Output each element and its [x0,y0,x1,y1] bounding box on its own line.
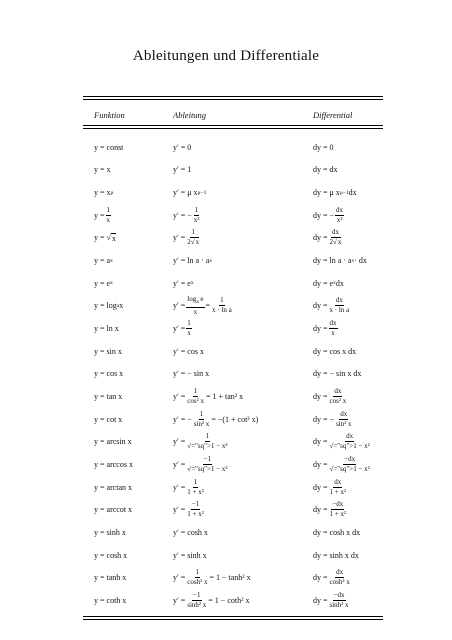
derivative-cell: y′ = $\frac{1}{\text{√="sq">1 − x²}}$ [173,432,228,451]
derivative-cell: y′ = $\frac{-1}{\text{sinh² x}}$ = 1 − coth² x [173,591,250,610]
derivative-cell: y′ = − $\frac{1}{\text{x²}}$ [173,205,200,224]
differential-cell: dy = e x dx [313,278,344,288]
derivative-cell: y′ = $\frac{1}{x}$ [173,319,191,338]
table-row [0,589,452,612]
function-cell: y = cosh x [94,550,128,560]
derivative-cell: y′ = cosh x [173,528,208,538]
function-cell: y = arctan x [94,482,133,492]
differential-cell: dy = $\frac{dx}{x}$ [313,319,337,338]
derivative-cell: y′ = μ x μ−1 [173,188,207,198]
derivative-cell: y′ = $\frac{1}{\text{cos² x}}$ = 1 + tan² x [173,387,244,406]
function-cell: y = a x [94,256,113,266]
function-cell: y = √ x [94,233,116,243]
function-cell: y = arcsin x [94,437,132,447]
differential-cell: dy = − sin x dx [313,369,362,379]
function-cell: y = arccot x [94,505,133,515]
function-cell: y = cot x [94,414,123,424]
derivative-cell: y′ = $\frac{\log_a e}{x}$ = $\frac{1}{\text{x · ln a}}$ [173,295,232,316]
table-row [0,181,452,204]
table-row [0,544,452,567]
derivative-cell: y′ = 1 [173,165,192,175]
differential-cell: dy = sinh x dx [313,550,359,560]
differential-cell: dy = $\frac{dx}{\text{cos² x}}$ [313,387,347,406]
differential-cell: dy = $\frac{-dx}{\text{1 + x²}}$ [313,500,347,519]
table-row [0,385,452,408]
table-row [0,249,452,272]
table-row [0,499,452,522]
function-cell: y = tanh x [94,573,127,583]
table-bottom-rule [83,619,383,620]
page-title: Ableitungen und Differentiale [132,48,320,64]
function-cell: y = tan x [94,392,123,402]
function-cell: y = sin x [94,346,122,356]
differential-cell: dy = dx [313,165,338,175]
table-top-rule [83,96,383,97]
function-cell: y = x μ [94,188,114,198]
function-cell: y = log a x [94,301,124,311]
differential-cell: dy = $\frac{-dx}{\text{sinh² x}}$ [313,591,349,610]
header-rule [83,125,383,126]
function-cell: y = cos x [94,369,124,379]
table-row [0,567,452,590]
differential-cell: dy = ln a · a x · dx [313,256,367,266]
derivative-cell: y′ = ln a · a x [173,256,212,266]
function-cell: y = $\frac{1}{x}$ [94,205,111,224]
differential-cell: dy = $\frac{dx}{\text{cosh² x}}$ [313,568,350,587]
derivative-cell: y′ = $\frac{-1}{\text{√="sq">1 − x²}}$ [173,455,228,474]
differential-cell: dy = − $\frac{dx}{\text{sin² x}}$ [313,409,352,428]
header-rule-inner [83,128,383,129]
table-row [0,453,452,476]
function-cell: y = const [94,142,124,152]
table-row [0,317,452,340]
table-row [0,136,452,159]
derivative-cell: y′ = $\frac{1}{2√x}$ [173,228,200,247]
table-bottom-rule-inner [83,616,383,617]
table-row [0,159,452,182]
derivative-cell: y′ = $\frac{1}{\text{cosh² x}}$ = 1 − tanh² x [173,568,251,587]
differential-cell: dy = $\frac{dx}{2√x}$ [313,228,342,247]
header-differential: Differential [313,110,353,120]
differential-cell: dy = $\frac{dx}{\text{1 + x²}}$ [313,477,347,496]
function-cell: y = e x [94,278,113,288]
derivative-cell: y′ = − sin x [173,369,210,379]
table-row [0,227,452,250]
header-derivative: Ableitung [173,110,207,120]
differential-cell: dy = cos x dx [313,346,357,356]
table-row [0,408,452,431]
function-cell: y = ln x [94,324,119,334]
derivative-cell: y′ = sinh x [173,550,207,560]
table-row [0,521,452,544]
function-cell: y = coth x [94,596,127,606]
differential-cell: dy = 0 [313,142,334,152]
table-top-rule-inner [83,99,383,100]
table-row [0,204,452,227]
table-row [0,340,452,363]
function-cell: y = sinh x [94,528,126,538]
function-cell: y = arccos x [94,460,133,470]
derivative-cell: y′ = e x [173,278,194,288]
derivative-cell: y′ = $\frac{1}{\text{1 + x²}}$ [173,477,204,496]
derivative-cell: y′ = 0 [173,142,192,152]
differential-cell: dy = μ x μ−1 dx [313,188,357,198]
differential-cell: dy = $\frac{dx}{\text{√="sq">1 − x²}}$ [313,432,370,451]
table-row [0,363,452,386]
derivative-cell: y′ = cos x [173,346,204,356]
derivative-cell: y′ = $\frac{-1}{\text{1 + x²}}$ [173,500,204,519]
function-cell: y = x [94,165,111,175]
table-row [0,272,452,295]
differential-cell: dy = $\frac{-dx}{\text{√="sq">1 − x²}}$ [313,455,370,474]
table-row [0,295,452,318]
table-row [0,476,452,499]
derivative-cell: y′ = − $\frac{1}{\text{sin² x}}$ = −(1 + cot² x) [173,409,259,428]
differential-cell: dy = cosh x dx [313,528,361,538]
differential-cell: dy = − $\frac{dx}{\text{x²}}$ [313,205,344,224]
differential-cell: dy = $\frac{dx}{\text{x · ln a}}$ [313,296,350,315]
header-function: Funktion [94,110,125,120]
table-row [0,431,452,454]
